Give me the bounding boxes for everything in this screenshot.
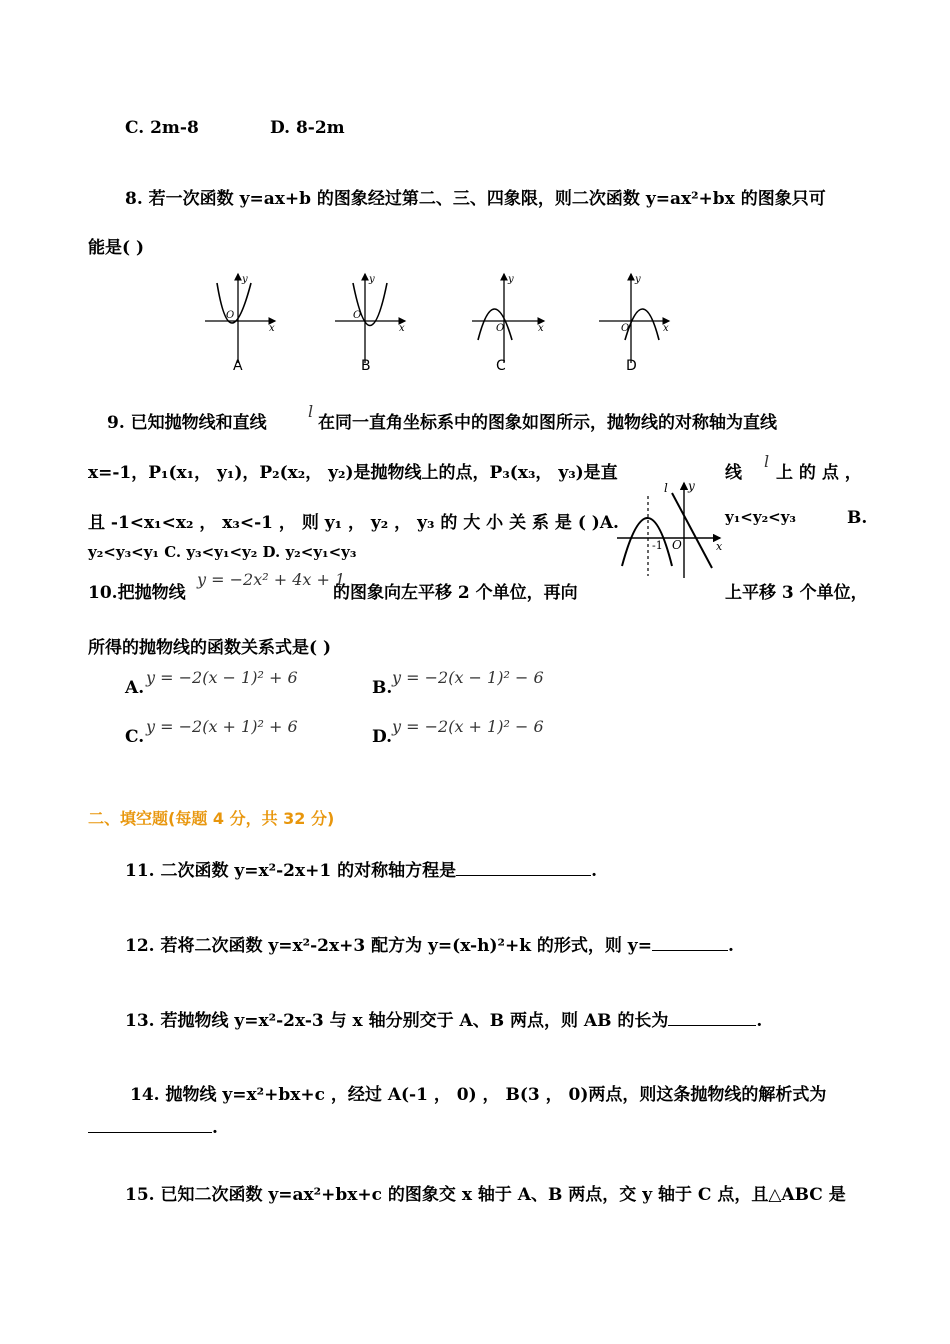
q9-fig-l: l [664, 481, 668, 495]
q13-end: . [756, 1011, 763, 1031]
q14-line2 [88, 1114, 218, 1138]
q9-fig-neg1: -1 [652, 539, 663, 552]
q9-fig-y: y [688, 479, 695, 493]
q11 [125, 856, 597, 881]
q8-graph-a [205, 274, 275, 374]
q10-line1b: 的图象向左平移 2 个单位，再向 [333, 583, 578, 603]
q9-option-b-label: B. [847, 508, 868, 528]
q8-graph-label-b: B [361, 358, 371, 374]
q9-fig-x: x [716, 540, 723, 553]
q10-option-a-label: A. [125, 678, 145, 698]
q15-text: 15. 已知二次函数 y=ax²+bx+c 的图象交 x 轴于 A、B 两点，交 y 轴于 C 点，且△ABC 是 [125, 1185, 846, 1205]
q9-line-symbol: l [308, 402, 314, 421]
svg-text:y: y [242, 274, 248, 285]
section-2-title: 二、填空题(每题 4 分，共 32 分) [88, 809, 335, 828]
svg-text:O: O [353, 310, 362, 321]
q8-graph-label-a: A [233, 358, 243, 374]
q12 [125, 931, 734, 956]
q12-answer-blank[interactable] [652, 932, 728, 951]
q10-line2: 所得的抛物线的函数关系式是( ) [88, 638, 332, 658]
q11-end: . [591, 861, 598, 881]
q10-option-d-formula: y = −2(x + 1)² − 6 [392, 717, 544, 736]
svg-text:x: x [538, 323, 544, 334]
q10-option-d-label: D. [372, 727, 393, 747]
q8-graph-label-d: D [626, 358, 637, 374]
q11-text: 11. 二次函数 y=x²-2x+1 的对称轴方程是 [125, 861, 457, 881]
q8-graph-b [335, 274, 405, 374]
q8-graphs [195, 268, 685, 378]
q12-text: 12. 若将二次函数 y=x²-2x+3 配方为 y=(x-h)²+k 的形式，则 y= [125, 936, 652, 956]
q10-option-b-formula: y = −2(x − 1)² − 6 [392, 668, 544, 687]
svg-text:y: y [635, 274, 641, 285]
q14-answer-blank[interactable] [88, 1114, 212, 1133]
q8-graph-label-c: C [496, 358, 506, 374]
q10-option-b-label: B. [372, 678, 393, 698]
q10-option-a-formula: y = −2(x − 1)² + 6 [146, 668, 298, 687]
q7-option-c: C. 2m-8 [125, 118, 199, 138]
q14-line1: 14. 抛物线 y=x²+bx+c ，经过 A(-1 ， 0) ， B(3 ， 0)两点，则这条抛物线的解析式为 [130, 1085, 827, 1105]
q9-line2c: 上 的 点 ， [776, 463, 862, 483]
q10-line1c: 上平移 3 个单位， [725, 583, 868, 603]
q8-line1: 8. 若一次函数 y=ax+b 的图象经过第二、三、四象限，则二次函数 y=ax²+bx 的图象只可 [125, 189, 826, 209]
q9-option-a: y₁<y₂<y₃ [725, 508, 796, 526]
q8-line2: 能是( ) [88, 238, 145, 258]
q8-graph-d [599, 274, 669, 374]
q14-end: . [212, 1118, 218, 1138]
svg-text:O: O [496, 323, 505, 334]
svg-text:O: O [621, 323, 630, 334]
q13 [125, 1006, 762, 1031]
q13-answer-blank[interactable] [668, 1007, 756, 1026]
q9-line2a: x=-1，P₁(x₁， y₁)，P₂(x₂， y₂)是抛物线上的点，P₃(x₃， y₃)是直 [88, 463, 618, 483]
q10-option-c-formula: y = −2(x + 1)² + 6 [146, 717, 298, 736]
q9-line4: y₂<y₃<y₁ C. y₃<y₁<y₂ D. y₂<y₁<y₃ [88, 543, 357, 561]
q10-option-c-label: C. [125, 727, 145, 747]
q13-text: 13. 若抛物线 y=x²-2x-3 与 x 轴分别交于 A、B 两点，则 AB 的长为 [125, 1011, 669, 1031]
svg-text:x: x [269, 323, 275, 334]
q9-line2b: 线 [725, 463, 742, 483]
svg-text:O: O [226, 310, 235, 321]
q7-option-d: D. 8-2m [270, 118, 345, 138]
svg-text:y: y [369, 274, 375, 285]
q9-line1b: 在同一直角坐标系中的图象如图所示，抛物线的对称轴为直线 [318, 413, 777, 433]
q10-line1a: 10.把抛物线 [88, 583, 186, 603]
q8-graph-c [472, 274, 544, 374]
svg-text:y: y [508, 274, 514, 285]
svg-text:x: x [663, 323, 669, 334]
svg-text:x: x [399, 323, 405, 334]
q12-end: . [727, 936, 734, 956]
q9-fig-o: O [672, 538, 682, 552]
q9-line-symbol-2: l [764, 452, 770, 471]
q10-formula: y = −2x² + 4x + 1 [197, 570, 346, 589]
q11-answer-blank[interactable] [456, 857, 591, 876]
q9-line1a: 9. 已知抛物线和直线 [107, 413, 267, 433]
q9-line3a: 且 -1<x₁<x₂ ， x₃<-1 ， 则 y₁ ， y₂ ， y₃ 的 大 小 关 系 是 ( )A. [88, 513, 619, 533]
q9-figure [612, 478, 727, 583]
